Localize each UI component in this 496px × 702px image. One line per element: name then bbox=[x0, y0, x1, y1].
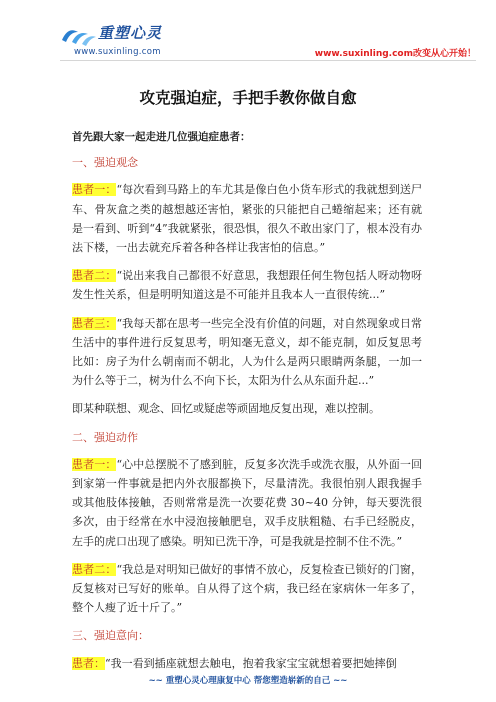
page-header bbox=[0, 0, 496, 72]
patient-label: 患者一： bbox=[72, 183, 117, 197]
patient-label: 患者三： bbox=[72, 316, 117, 330]
slogan-url[interactable]: www.suxinling.com bbox=[314, 49, 413, 59]
intro-text: 首先跟大家一起走进几位强迫症患者： bbox=[72, 131, 251, 143]
page-title: 攻克强迫症，手把手教你做自愈 bbox=[139, 89, 357, 107]
case-paragraph bbox=[72, 314, 422, 391]
case-paragraph bbox=[72, 180, 422, 257]
patient-label: 患者： bbox=[72, 656, 105, 670]
section-heading-compulsive-actions: 二、强迫动作 bbox=[72, 430, 138, 444]
case-text: “我每天都在思考一些完全没有价值的问题，对自然现象或日常生活中的事件进行反复思考，明知毫无意义，却不能克制，如反复思考比如：房子为什么朝南而不朝北，人为什么是两只眼睛两条腿，一加一为什么等于二，树为什么不向下长，太阳为什么从东面升起...” bbox=[72, 316, 422, 388]
case-paragraph bbox=[72, 560, 422, 618]
case-text: “说出来我自己都很不好意思，我想跟任何生物包括人呀动物呀发生性关系，但是明明知道这是不可能并且我本人一直很传统...” bbox=[72, 269, 422, 302]
logo-url: www.suxinling.com bbox=[74, 47, 161, 57]
case-text: “心中总摆脱不了感到脏，反复多次洗手或洗衣服，从外面一回到家第一件事就是把内外衣服都换下，尽量清洗。我很怕别人跟我握手或其他肢体接触，否则常常是洗一次要花费 30~40 分钟，每天要洗很多次，由于经常在水中浸泡接触肥皂，双手皮肤粗糙、右手已经脱皮，左手的虎口出现了感染。明知已洗干净，可是我就是控制不住不洗。” bbox=[72, 457, 422, 548]
case-text: “我一看到插座就想去触电，抱着我家宝宝就想着要把她摔倒 bbox=[105, 656, 397, 670]
header-slogan bbox=[315, 46, 476, 59]
case-text: “我总是对明知已做好的事情不放心，反复检查已锁好的门窗，反复核对已写好的账单。自从得了这个病，我已经在家病休一年多了，整个人瘦了近十斤了。” bbox=[72, 562, 422, 615]
logo-birds-icon bbox=[60, 20, 100, 50]
case-paragraph bbox=[72, 654, 422, 673]
case-paragraph bbox=[72, 266, 422, 304]
section-heading-obsessive-thoughts: 一、强迫观念 bbox=[72, 156, 138, 170]
page-footer: ~~ 重塑心灵心理康复中心 帮您塑造崭新的自己 ~~ bbox=[148, 676, 348, 686]
header-divider bbox=[60, 60, 476, 61]
patient-label: 患者二： bbox=[72, 269, 117, 283]
logo-title: 重塑心灵 bbox=[98, 24, 163, 42]
slogan-text: 改变从心开始！ bbox=[412, 49, 476, 59]
patient-label: 患者一： bbox=[72, 457, 117, 471]
case-text: “每次看到马路上的车尤其是像白色小货车形式的我就想到送尸车、骨灰盒之类的越想越还害怕，紧张的只能把自己蜷缩起来；还有就是一看到、听到“4”我就紧张，很恐惧，很久不敢出家门了，根本没有办法下楼，一出去就充斥着各种各样让我害怕的信息。” bbox=[72, 183, 422, 255]
article-body bbox=[72, 128, 422, 682]
section-summary: 即某种联想、观念、回忆或疑虑等顽固地反复出现，难以控制。 bbox=[72, 402, 380, 416]
section-heading-compulsive-intentions: 三、强迫意向： bbox=[72, 629, 149, 643]
case-paragraph bbox=[72, 455, 422, 551]
patient-label: 患者二： bbox=[72, 562, 117, 576]
